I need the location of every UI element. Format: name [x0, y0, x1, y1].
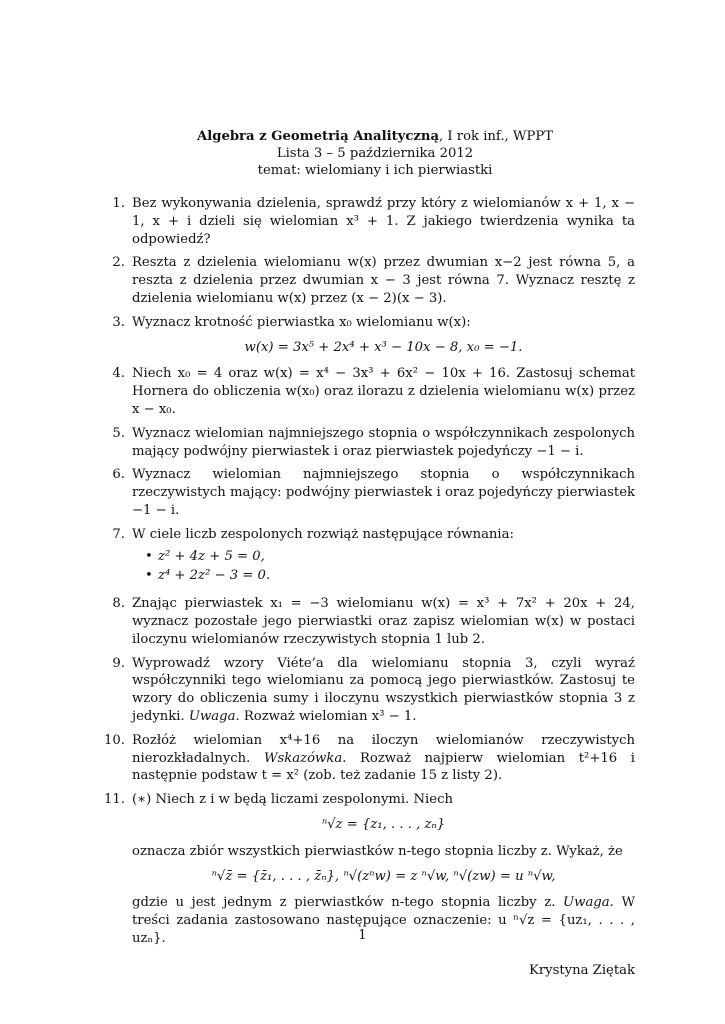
problem-text: Wyznacz wielomian najmniejszego stopnia o współczynnikach rzeczywistych mający: podwójny pierwiastek i oraz pojedyńczy pierwiastek −1 − i.	[132, 467, 635, 518]
problem-text: Niech x₀ = 4 oraz w(x) = x⁴ − 3x³ + 6x² − 10x + 16. Zastosuj schemat Hornera do obliczenia w(x₀) oraz ilorazu z dzielenia wielomianu w(x) przez x − x₀.	[132, 366, 635, 417]
problem-number: 9.	[112, 655, 125, 671]
display-equation	[132, 816, 635, 834]
problem-list	[104, 195, 635, 948]
header-topic: temat: wielomiany i ich pierwiastki	[257, 163, 493, 178]
bullet-equation-text: z⁴ + 2z² − 3 = 0.	[158, 568, 271, 584]
header-list-date: Lista 3 – 5 października 2012	[276, 146, 474, 161]
problem-text-continued: oznacza zbiór wszystkich pierwiastków n-tego stopnia liczby z. Wykaż, że	[132, 843, 623, 859]
problem-item	[112, 466, 635, 519]
problem-item	[112, 254, 635, 307]
equation-text: w(x) = 3x⁵ + 2x⁴ + x³ − 10x − 8, x₀ = −1.	[244, 339, 523, 355]
note-label: Uwaga.	[563, 895, 614, 911]
equation-text: ⁿ√z̄ = {z̄₁, . . . , z̄ₙ}, ⁿ√(zⁿw) = z ⁿ√w, ⁿ√(zw) = u ⁿ√w,	[211, 868, 556, 884]
note-label: Uwaga.	[188, 708, 240, 724]
problem-number: 2.	[112, 255, 125, 271]
problem-text: Wyznacz wielomian najmniejszego stopnia o współczynnikach zespolonych mający podwójny pierwiastek i oraz pierwiastek pojedyńczy −1 − i.	[132, 425, 635, 459]
problem-number: 3.	[112, 314, 125, 330]
problem-number: 4.	[112, 366, 125, 382]
problem-text: (∗) Niech z i w będą liczami zespolonymi. Niech	[132, 792, 453, 808]
problem-number: 5.	[112, 425, 125, 441]
problem-number: 8.	[112, 596, 125, 612]
equation-bullet-list	[132, 548, 635, 586]
display-equation	[132, 339, 635, 357]
problem-text: Bez wykonywania dzielenia, sprawdź przy który z wielomianów x + 1, x − 1, x + i dzieli się wielomian x³ + 1. Z jakiego twierdzenia wynika ta odpowiedź?	[132, 196, 635, 247]
display-equation	[132, 868, 635, 886]
document-page	[104, 128, 635, 979]
problem-item	[112, 195, 635, 248]
problem-number: 7.	[112, 526, 125, 542]
title-bold: Algebra z Geometrią Analityczną	[196, 129, 439, 144]
problem-item	[104, 732, 635, 785]
problem-text: Rozłóż wielomian x⁴+16 na iloczyn wielomianów rzeczywistych nierozkładalnych.	[132, 732, 635, 766]
problem-number: 6.	[112, 467, 125, 483]
problem-item	[112, 425, 635, 461]
note-text: W treści zadania zastosowano następujące oznaczenie: u ⁿ√z = {uz₁, . . . , uzₙ}.	[132, 895, 635, 946]
problem-item	[112, 314, 635, 357]
author-name: Krystyna Ziętak	[528, 962, 635, 978]
problem-text: Wyznacz krotność pierwiastka x₀ wielomianu w(x):	[132, 314, 471, 330]
problem-number: 10.	[104, 732, 125, 748]
note-label: Wskazówka.	[263, 750, 347, 766]
problem-text: Reszta z dzielenia wielomianu w(x) przez dwumian x−2 jest równa 5, a reszta z dzielenia przez dwumian x − 3 jest równa 7. Wyznacz resztę z dzielenia wielomianu w(x) przez (x − 2)(x − 3).	[132, 255, 635, 306]
problem-number: 11.	[104, 792, 125, 808]
problem-item	[112, 365, 635, 418]
note-text: Rozważ najpierw wielomian t²+16 i następnie podstaw t = x² (zob. też zadanie 15 z listy 2).	[132, 750, 635, 784]
problem-text: Wyprowadź wzory Viéte’a dla wielomianu stopnia 3, czyli wyraź współczynniki tego wielomianu za pomocą jego pierwiastków. Zastosuj te wzory do obliczenia sumy i iloczynu wszystkich pierwiastków stopnia 3 z jedynki.	[132, 655, 635, 724]
problem-text-part: gdzie u jest jednym z pierwiastków n-tego stopnia liczby z.	[132, 895, 556, 911]
problem-item	[112, 595, 635, 648]
problem-number: 1.	[112, 196, 125, 211]
problem-text: Znając pierwiastek x₁ = −3 wielomianu w(x) = x³ + 7x² + 20x + 24, wyznacz pozostałe jego pierwiastki oraz zapisz wielomian w(x) w postaci iloczynu wielomianów rzeczywistych stopnia 1 lub 2.	[132, 596, 635, 647]
problem-item	[104, 791, 635, 948]
page-number: 1	[358, 928, 367, 943]
header-title	[115, 128, 635, 145]
equation-text: ⁿ√z = {z₁, . . . , zₙ}	[321, 816, 446, 832]
note-text: Rozważ wielomian x³ − 1.	[239, 708, 417, 724]
bullet-equation-text: z² + 4z + 5 = 0,	[158, 548, 265, 564]
problem-item	[112, 655, 635, 726]
document-header	[115, 128, 635, 179]
bullet-equation	[158, 548, 635, 566]
bullet-equation	[158, 567, 635, 585]
problem-text: W ciele liczb zespolonych rozwiąż następujące równania:	[132, 526, 514, 542]
problem-item	[112, 526, 635, 585]
title-rest: , I rok inf., WPPT	[439, 129, 554, 144]
